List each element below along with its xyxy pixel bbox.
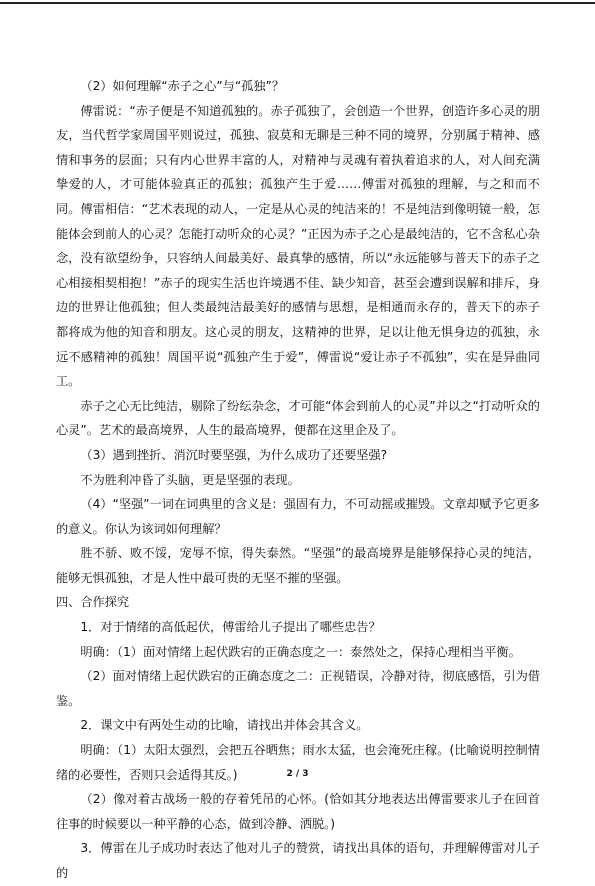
question-3-answer: 不为胜利冲昏了头脑，更是坚强的表现。 [80,472,300,487]
inquiry-question-3: 3．傅雷在儿子成功时表达了他对儿子的赞赏，请找出具体的语句，并理解傅雷对儿子的 [56,841,540,880]
inquiry-question-2: 2．课文中有两处生动的比喻，请找出并体会其含义。 [80,718,369,733]
inquiry-answer-1b: （2）面对情绪上起伏跌宕的正确态度之二：正视错误，冷静对待，彻底感悟，引为借鉴。 [56,669,540,708]
question-4-heading: （4）“坚强”一词在词典里的含义是：强固有力，不可动摇或摧毁。文章却赋予它更多的意义。你认为该词如何理解？ [56,497,540,536]
question-4-answer: 胜不骄、败不馁，宠辱不惊，得失泰然。“坚强”的最高境界是能够保持心灵的纯洁，能够无惧孤独，才是人性中最可贵的无坚不摧的坚强。 [56,546,540,585]
pure-heart-paragraph: 赤子之心无比纯洁，剔除了纷纭杂念，才可能“体会到前人的心灵”并以之“打动听众的心灵”。艺术的最高境界，人生的最高境界，便都在这里企及了。 [56,398,540,438]
question-2-heading: （2）如何理解“赤子之心”与“孤独”？ [80,79,285,93]
inquiry-answer-2a: 明确：（1）太阳太强烈，会把五谷晒焦；雨水太猛，也会淹死庄稼。(比喻说明控制情绪的必要性，否则只会适得其反。) [56,743,540,782]
section-heading-cooperative-inquiry: 四、合作探究 [56,595,130,610]
header-rule [0,2,595,4]
inquiry-question-1: 1．对于情绪的高低起伏，傅雷给儿子提出了哪些忠告？ [80,620,381,635]
document-body [56,74,540,886]
inquiry-answer-1a: 明确：（1）面对情绪上起伏跌宕的正确态度之一：泰然处之，保持心理相当平衡。 [80,644,521,659]
inquiry-answer-2b: （2）像对着古战场一般的存着凭吊的心怀。(恰如其分地表达出傅雷要求儿子在回首往事的时候要以一种平静的心态，做到冷静、洒脱。) [56,792,540,831]
fu-lei-quote-paragraph: 傅雷说：“赤子便是不知道孤独的。赤子孤独了，会创造一个世界，创造许多心灵的朋友，当代哲学家周国平则说过，孤独、寂莫和无聊是三种不同的境界，分别属于精神、感情和事务的层面；只有内心世界丰富的人，对精神与灵魂有着执着追求的人，对人间充满挚爱的人，才可能体验真正的孤独；孤独产生于爱……傅雷对孤独的理解，与之和而不同。傅雷相信：“艺术表现的动人，一定是从心灵的纯洁来的！不是纯洁到像明镜一般，怎能体会到前人的心灵？怎能打动听众的心灵？”正因为赤子之心是最纯洁的，它不含私心杂念，没有欲望纷争，只容纳人间最美好、最真挚的感情，所以“永远能够与普天下的赤子之心相接相契相抱！”赤子的现实生活也许境遇不佳、缺少知音，甚至会遭到误解和排斥，身边的世界让他孤独；但人类最纯洁最美好的感情与思想，是相通而永存的，普天下的赤子都将成为他的知音和朋友。这心灵的朋友，这精神的世界，足以让他无惧身边的孤独，永远不感精神的孤独！周国平说“孤独产生于爱”，傅雷说“爱让赤子不孤独”，实在是异曲同工。 [56,103,540,389]
question-3-heading: （3）遇到挫折、消沉时要坚强，为什么成功了还要坚强? [80,447,388,462]
page-number: 2 / 3 [286,769,309,779]
